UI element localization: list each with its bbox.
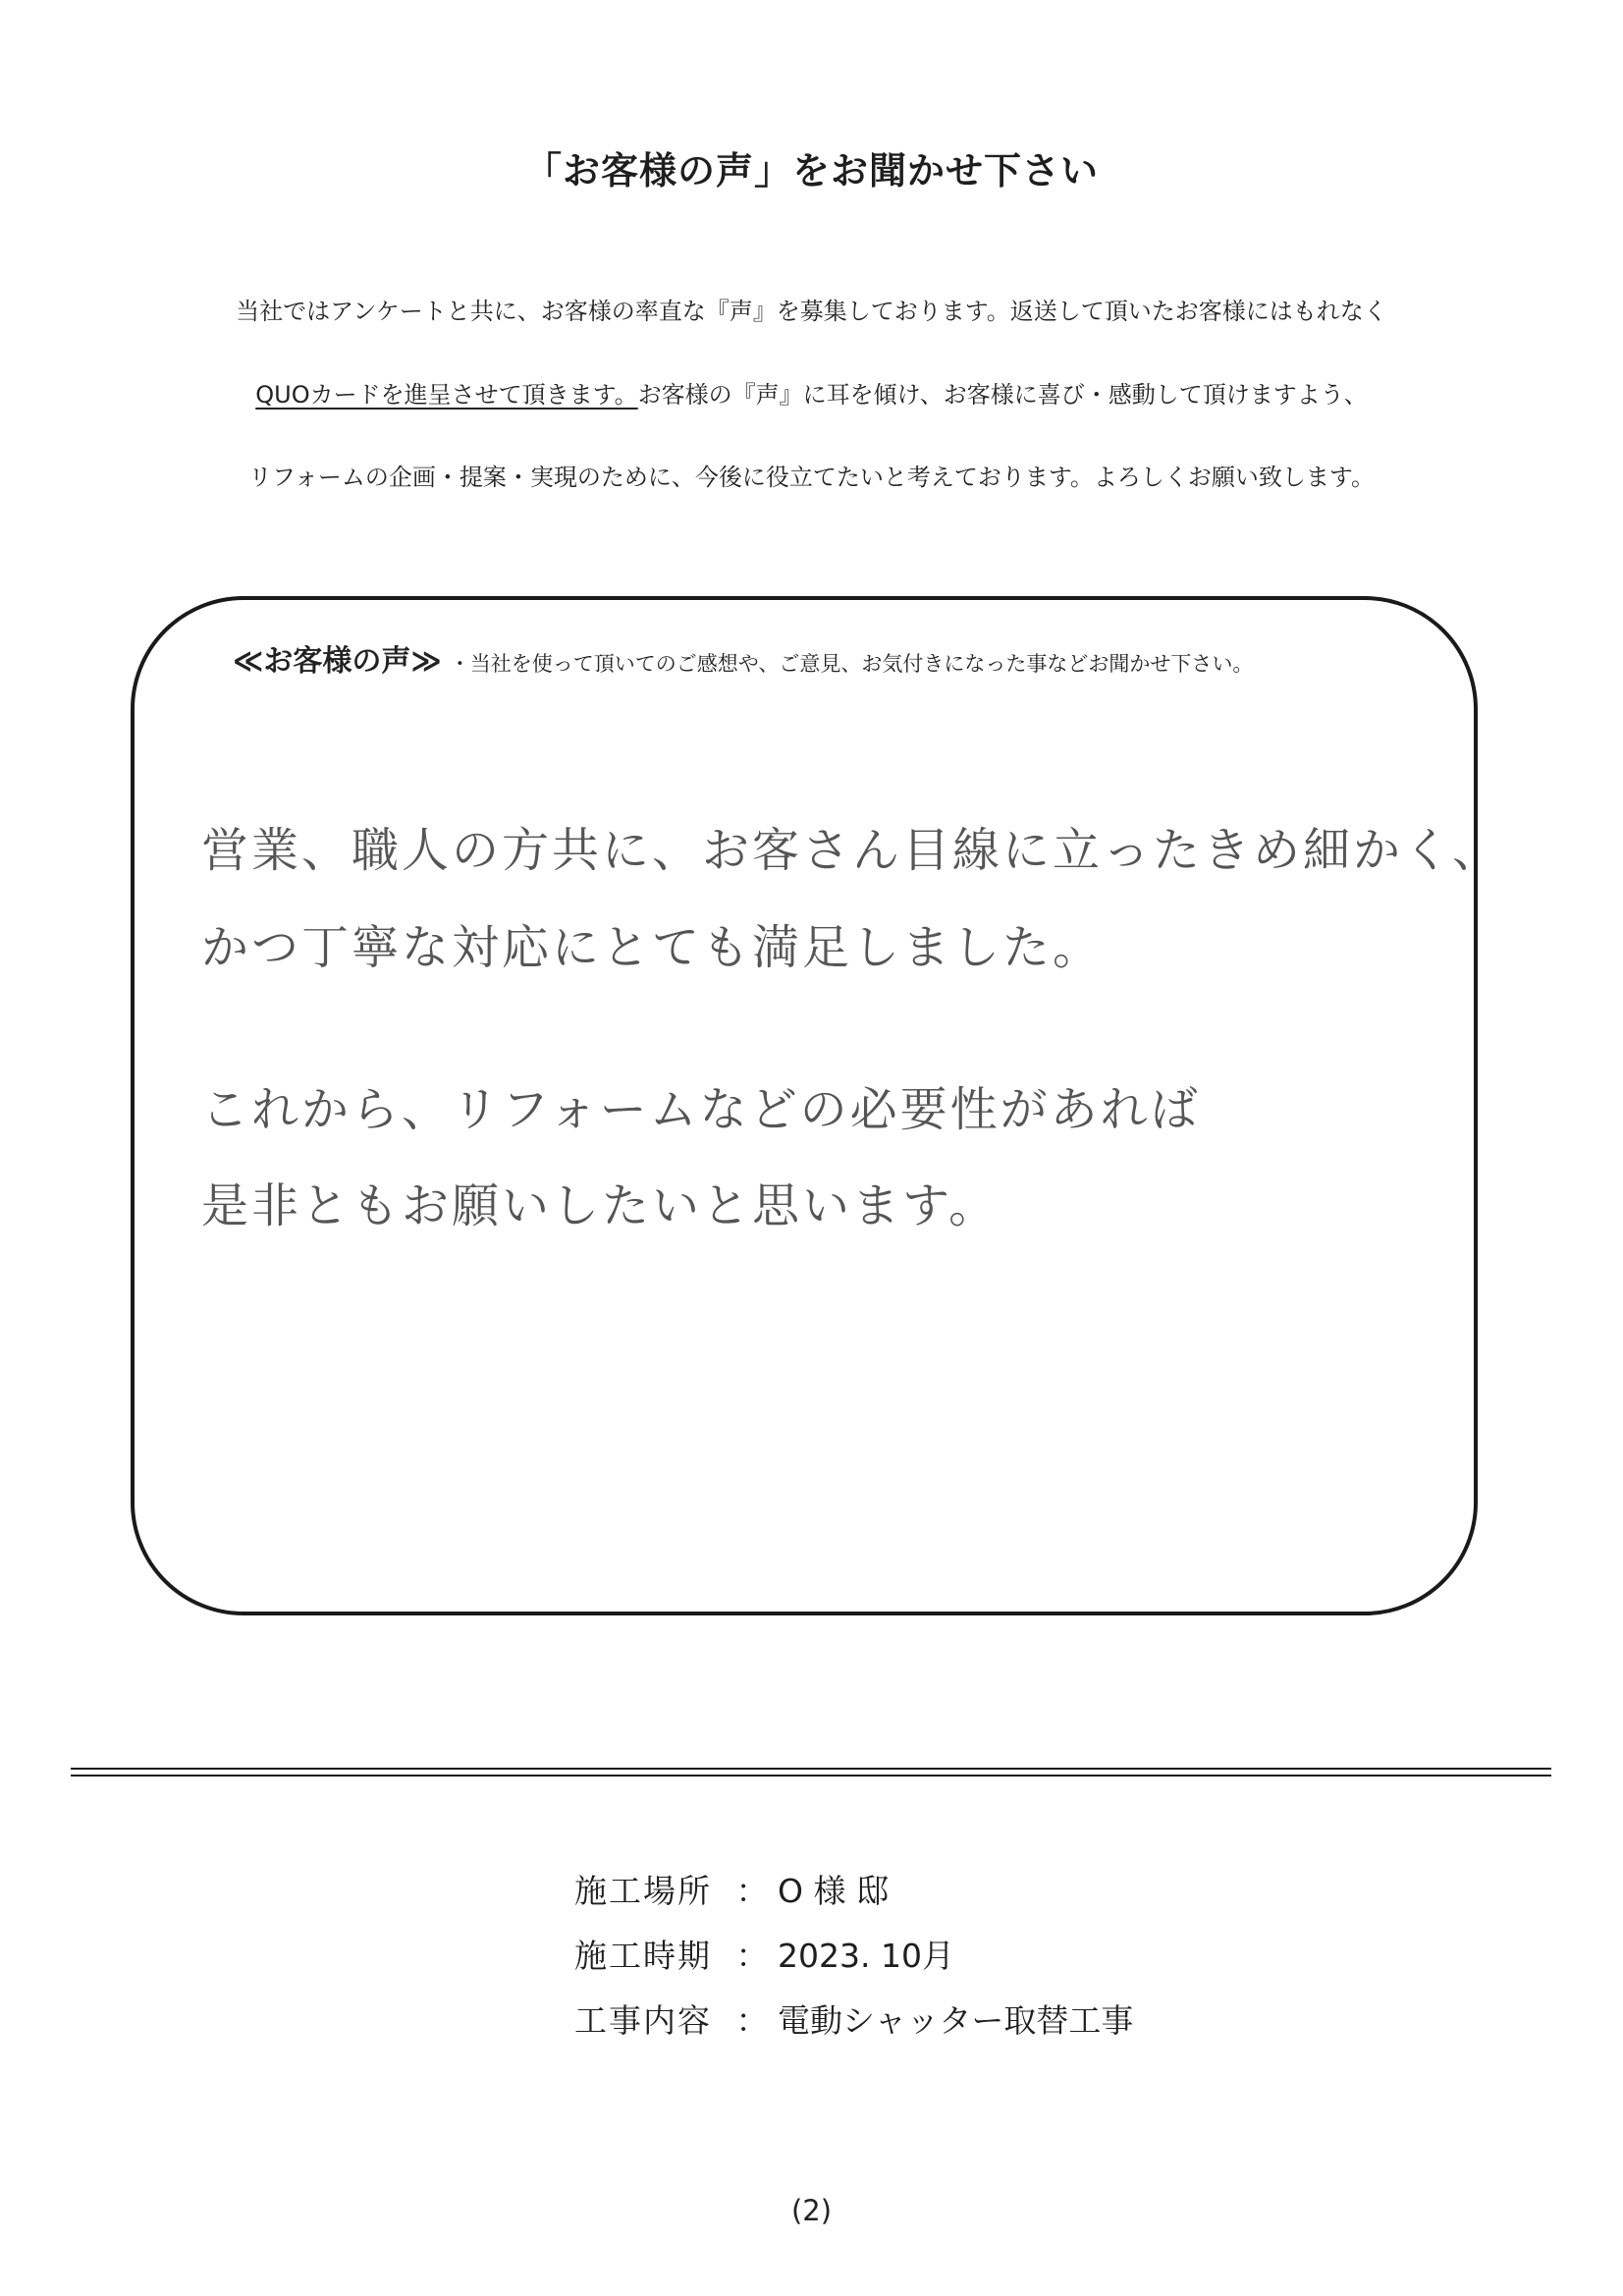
detail-separator: ： (735, 1872, 769, 1910)
divider-top (71, 1768, 1551, 1770)
detail-separator: ： (735, 2001, 769, 2040)
voice-box-prompt: ・当社を使って頂いてのご感想や、ご意見、お気付きになった事などお聞かせ下さい。 (449, 652, 1254, 676)
handwritten-line-1: 営業、職人の方共に、お客さん目線に立ったきめ細かく、 (201, 823, 1503, 878)
detail-row-period (574, 1931, 954, 1977)
handwritten-line-3: これから、リフォームなどの必要性があれば (201, 1082, 1201, 1137)
page-number: (2) (790, 2194, 833, 2227)
detail-label: 施工場所 (574, 1872, 712, 1910)
voice-box-header (233, 636, 1253, 680)
intro-line-3: リフォームの企画・提案・実現のために、今後に役立てたいと考えております。よろしくお願い致します。 (248, 464, 1375, 491)
customer-voice-box (131, 596, 1503, 1615)
divider-bottom (71, 1775, 1551, 1777)
handwritten-line-2: かつ丁寧な対応にとても満足しました。 (201, 920, 1104, 975)
intro-line-2-rest: お客様の『声』に耳を傾け、お客様に喜び・感動して頂けますよう、 (637, 381, 1368, 409)
quo-card-notice: QUOカードを進呈させて頂きます。 (255, 381, 638, 409)
handwritten-line-4: 是非ともお願いしたいと思います。 (201, 1178, 1000, 1233)
detail-row-location (574, 1866, 889, 1912)
detail-row-content (574, 1995, 1133, 2042)
detail-value: 電動シャッター取替工事 (778, 2001, 1134, 2040)
detail-label: 工事内容 (574, 2001, 712, 2040)
intro-line-1: 当社ではアンケートと共に、お客様の率直な『声』を募集しております。返送して頂いたお客様にはもれなく (236, 298, 1387, 325)
detail-label: 施工時期 (574, 1937, 712, 1975)
intro-line-2 (0, 375, 1623, 410)
voice-box-label: ≪お客様の声≫ (233, 644, 442, 679)
detail-separator: ： (735, 1937, 769, 1975)
detail-value: 2023. 10月 (778, 1937, 954, 1975)
detail-value: O 様 邸 (778, 1872, 889, 1910)
page-title: 「お客様の声」をお聞かせ下さい (523, 149, 1099, 192)
